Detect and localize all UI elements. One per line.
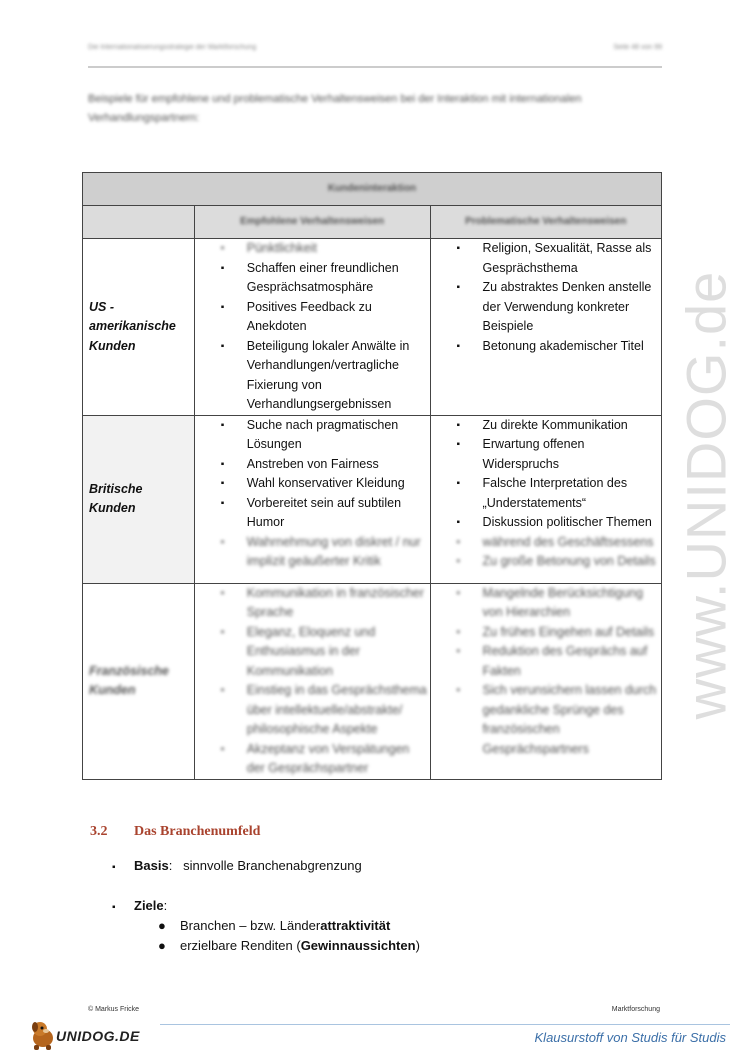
list-item: ▪ Vorbereitet sein auf subtilen Humor — [221, 494, 430, 533]
problematic-cell — [430, 415, 661, 583]
col-header-problematic — [430, 206, 661, 239]
table-row — [83, 583, 662, 779]
list-item: ▪ Zu direkte Kommunikation — [457, 416, 661, 436]
watermark — [676, 250, 736, 740]
dot-bullet-icon: ● — [158, 938, 166, 953]
list-item: ▪ Positives Feedback zu Anekdoten — [221, 298, 430, 337]
square-bullet-icon: ▪ — [112, 862, 116, 873]
row-label-cell — [83, 583, 195, 779]
square-bullet-icon: ▪ — [112, 902, 116, 913]
basis-bullet: ▪ Basis: sinnvolle Branchenabgrenzung — [112, 856, 362, 878]
watermark-text: www.UNIDOG.de — [674, 270, 738, 720]
basis-text: sinnvolle Branchenabgrenzung — [183, 858, 362, 873]
footer-copyright: © Markus Fricke — [88, 1006, 140, 1013]
header-left: Die Internationalisierungsstrategie der Marktforschung — [88, 44, 257, 51]
table-title: Kundeninteraktion — [327, 183, 417, 195]
list-item: ▪ Wahrnehmung von diskret / nur implizit geäußerter Kritik — [221, 533, 430, 572]
col-header-recommended — [194, 206, 430, 239]
recommended-cell — [194, 415, 430, 583]
table-title-cell — [83, 173, 662, 206]
problematic-cell — [430, 239, 661, 416]
customer-interaction-table — [82, 172, 662, 780]
ziele-item-2-bold: Gewinnaussichten — [300, 938, 416, 953]
list-item: ▪ Zu frühes Eingehen auf Details — [457, 623, 661, 643]
recommended-list — [195, 584, 430, 779]
col-header-recommended-text: Empfohlene Verhaltensweisen — [240, 216, 385, 228]
row-label: US - amerikanische Kunden — [89, 299, 176, 353]
recommended-list — [195, 239, 430, 415]
ziele-item-1-bold: attraktivität — [320, 918, 391, 933]
row-label-cell — [83, 415, 195, 583]
section-heading — [90, 824, 260, 840]
ziele-item-2 — [158, 936, 420, 956]
recommended-cell — [194, 239, 430, 416]
list-item: ▪ Sich verunsichern lassen durch gedankliche Sprünge des französischen Gesprächspartners — [457, 681, 661, 759]
bottom-rule — [160, 1024, 730, 1025]
list-item: ▪ Suche nach pragmatischen Lösungen — [221, 416, 430, 455]
table-row — [83, 415, 662, 583]
list-item: ▪ Betonung akademischer Titel — [457, 337, 661, 357]
list-item: ▪ Anstreben von Fairness — [221, 455, 430, 475]
ziele-item-1-text: Branchen – bzw. Länder — [180, 918, 321, 933]
basis-label: Basis — [134, 858, 169, 873]
row-label: Französische Kunden — [89, 663, 169, 697]
list-item: ▪ Religion, Sexualität, Rasse als Gesprächsthema — [457, 239, 661, 278]
list-item: ▪ Einstieg in das Gesprächsthema über intellektuelle/abstrakte/ philosophische Aspekte — [221, 681, 430, 740]
table-row — [83, 239, 662, 416]
col-header-problematic-text: Problematische Verhaltensweisen — [465, 216, 627, 228]
ziele-item-2-end: ) — [415, 938, 420, 953]
section-title: Das Branchenumfeld — [134, 824, 261, 839]
list-item: ▪ Kommunikation in französischer Sprache — [221, 584, 430, 623]
logo-text: UNIDOG.DE — [56, 1028, 140, 1044]
problematic-cell — [430, 583, 661, 779]
list-item: ▪ Beteiligung lokaler Anwälte in Verhandlungen/vertragliche Fixierung von Verhandlungsergebnissen — [221, 337, 430, 415]
list-item: ▪ Pünktlichkeit — [221, 239, 430, 259]
footer-topic: Marktforschung — [611, 1006, 660, 1013]
ziele-item-1 — [158, 916, 390, 936]
list-item: ▪ Eleganz, Eloquenz und Enthusiasmus in der Kommunikation — [221, 623, 430, 682]
row-label-cell — [83, 239, 195, 416]
list-item: ▪ Zu abstraktes Denken anstelle der Verwendung konkreter Beispiele — [457, 278, 661, 337]
list-item: ▪ Reduktion des Gesprächs auf Fakten — [457, 642, 661, 681]
intro-text: Beispiele für empfohlene und problematische Verhaltensweisen bei der Interaktion mit internationalen Verhandlungspartnern: — [88, 93, 582, 124]
problematic-list — [431, 239, 661, 356]
header-right: Seite 48 von 99 — [613, 44, 662, 51]
list-item: ▪ Falsche Interpretation des „Understatements“ — [457, 474, 661, 513]
list-item: ▪ Schaffen einer freundlichen Gesprächsatmosphäre — [221, 259, 430, 298]
problematic-list — [431, 416, 661, 572]
list-item: ▪ Wahl konservativer Kleidung — [221, 474, 430, 494]
row-label: Britische Kunden — [89, 481, 143, 515]
section-number: 3.2 — [90, 824, 108, 839]
ziele-item-2-text: erzielbare Renditen ( — [180, 938, 301, 953]
empty-header-cell — [83, 206, 195, 239]
page-header — [88, 44, 662, 51]
ziele-bullet: ▪ Ziele: — [112, 896, 167, 918]
recommended-cell — [194, 583, 430, 779]
list-item: ▪ Akzeptanz von Verspätungen der Gesprächspartner — [221, 740, 430, 779]
ziele-label: Ziele — [134, 898, 164, 913]
list-item: ▪ Diskussion politischer Themen — [457, 513, 661, 533]
header-rule — [88, 66, 662, 68]
list-item: ▪ Zu große Betonung von Details — [457, 552, 661, 572]
list-item: ▪ während des Geschäftsessens — [457, 533, 661, 553]
problematic-list — [431, 584, 661, 760]
dot-bullet-icon: ● — [158, 918, 166, 933]
tagline: Klausurstoff von Studis für Studis — [534, 1030, 726, 1045]
recommended-list — [195, 416, 430, 572]
list-item: ▪ Mangelnde Berücksichtigung von Hierarchien — [457, 584, 661, 623]
list-item: ▪ Erwartung offenen Widerspruchs — [457, 435, 661, 474]
